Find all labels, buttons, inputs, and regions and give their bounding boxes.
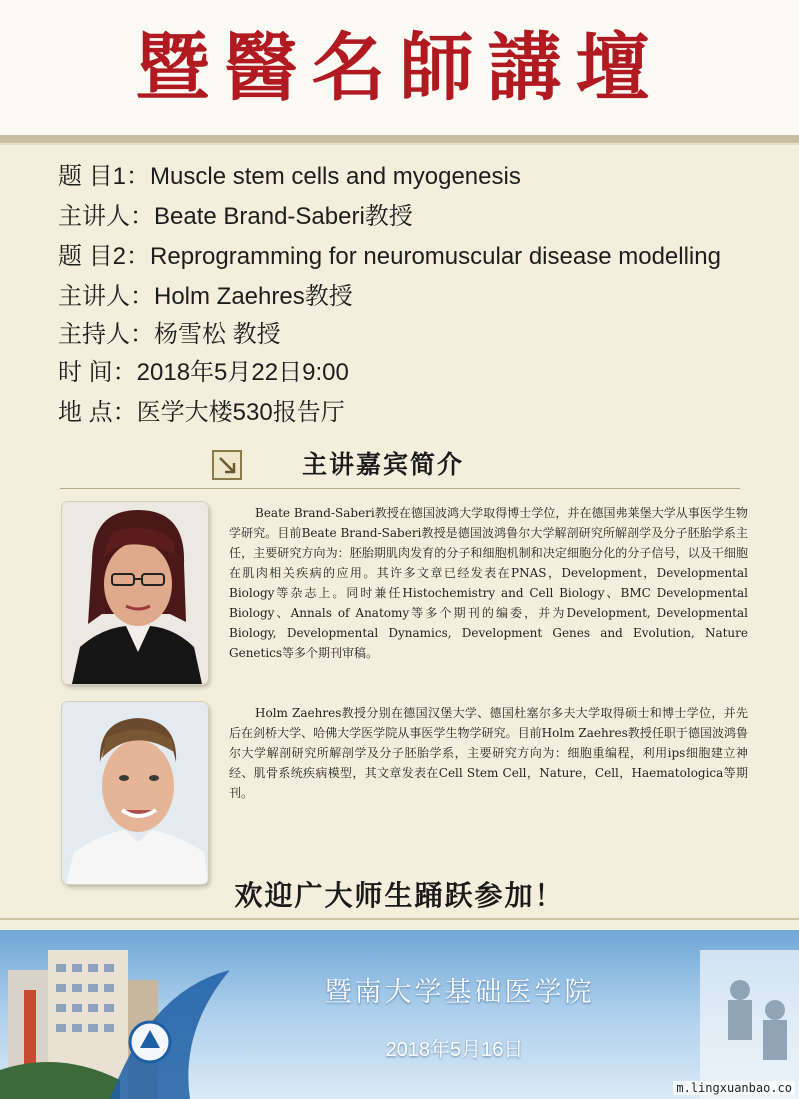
- place-label: 地 点：: [58, 399, 137, 426]
- speaker1-bio: [229, 503, 748, 663]
- topic1-row: [58, 162, 521, 192]
- speaker2-label: 主讲人：: [58, 283, 154, 310]
- time-value: 2018年5月22日9:00: [136, 359, 349, 386]
- speaker2-bio: [229, 703, 748, 803]
- speaker1-value: Beate Brand-Saberi教授: [154, 203, 413, 230]
- speaker1-label: 主讲人：: [58, 203, 154, 230]
- speaker1-row: [58, 202, 413, 232]
- host-row: [58, 320, 281, 350]
- place-value: 医学大楼530报告厅: [136, 399, 345, 426]
- header-divider-light: [0, 143, 799, 145]
- header-divider: [0, 135, 799, 143]
- speaker2-bio-text: Holm Zaehres教授分别在德国汉堡大学、德国杜塞尔多夫大学取得硕士和博士学位，并先后在剑桥大学、哈佛大学医学院从事医学生物学研究。目前Holm Zaehres教授任职于德国波鸿鲁尔大学解剖研究所解剖学及分子胚胎学系，主要研究方向为：细胞重编程，利用ips细胞建立神经、肌骨系统疾病模型，其文章发表在Cell Stem Cell，Nature，Cell，Haematologica等期刊。: [229, 706, 748, 800]
- section-divider: [60, 488, 740, 489]
- arrow-down-right-icon: [212, 450, 242, 480]
- speaker2-row: [58, 282, 353, 312]
- footer-banner: [0, 930, 799, 1099]
- section-title: 主讲嘉宾简介: [302, 450, 465, 479]
- speaker1-photo: [62, 502, 208, 684]
- topic2-value: Reprogramming for neuromuscular disease modelling: [150, 243, 721, 270]
- footer-date: 2018年5月16日: [385, 1039, 524, 1061]
- institution-name: 暨南大学基础医学院: [324, 977, 595, 1008]
- poster-title: 暨醫名師講壇: [135, 25, 664, 111]
- speaker2-value: Holm Zaehres教授: [154, 283, 353, 310]
- speaker2-photo: [62, 702, 208, 884]
- footer-divider: [0, 918, 799, 920]
- watermark: m.lingxuanbao.co: [673, 1081, 795, 1095]
- topic1-label: 题 目1：: [58, 163, 151, 190]
- speaker1-bio-text: Beate Brand-Saberi教授在德国波鸿大学取得博士学位，并在德国弗莱堡大学从事医学生物学研究。目前Beate Brand-Saberi教授是德国波鸿鲁尔大学解剖研究所解剖学及分子胚胎学系主任，主要研究方向为：胚胎期肌肉发育的分子和细胞机制和决定细胞分化的分子信号，以及干细胞在肌肉相关疾病的应用。其许多文章已经发表在PNAS，Development，Developmental Biology等杂志上。同时兼任Histochemistry and Cell Biology、BMC Developmental Biology、Annals of Anatomy等多个期刊的编委，并为Development, Developmental Biology, Developmental Dynamics, Development Genes and Evolution, Nature Genetics等多个期刊审稿。: [229, 506, 748, 660]
- host-label: 主持人：: [58, 321, 154, 348]
- host-value: 杨雪松 教授: [154, 321, 281, 348]
- time-label: 时 间：: [58, 359, 137, 386]
- topic2-label: 题 目2：: [58, 243, 151, 270]
- place-row: [58, 398, 345, 428]
- campus-image: [0, 930, 799, 1099]
- topic2-row: [58, 242, 721, 272]
- welcome-text: 欢迎广大师生踊跃参加！: [234, 879, 565, 912]
- topic1-value: Muscle stem cells and myogenesis: [150, 163, 521, 190]
- time-row: [58, 358, 349, 388]
